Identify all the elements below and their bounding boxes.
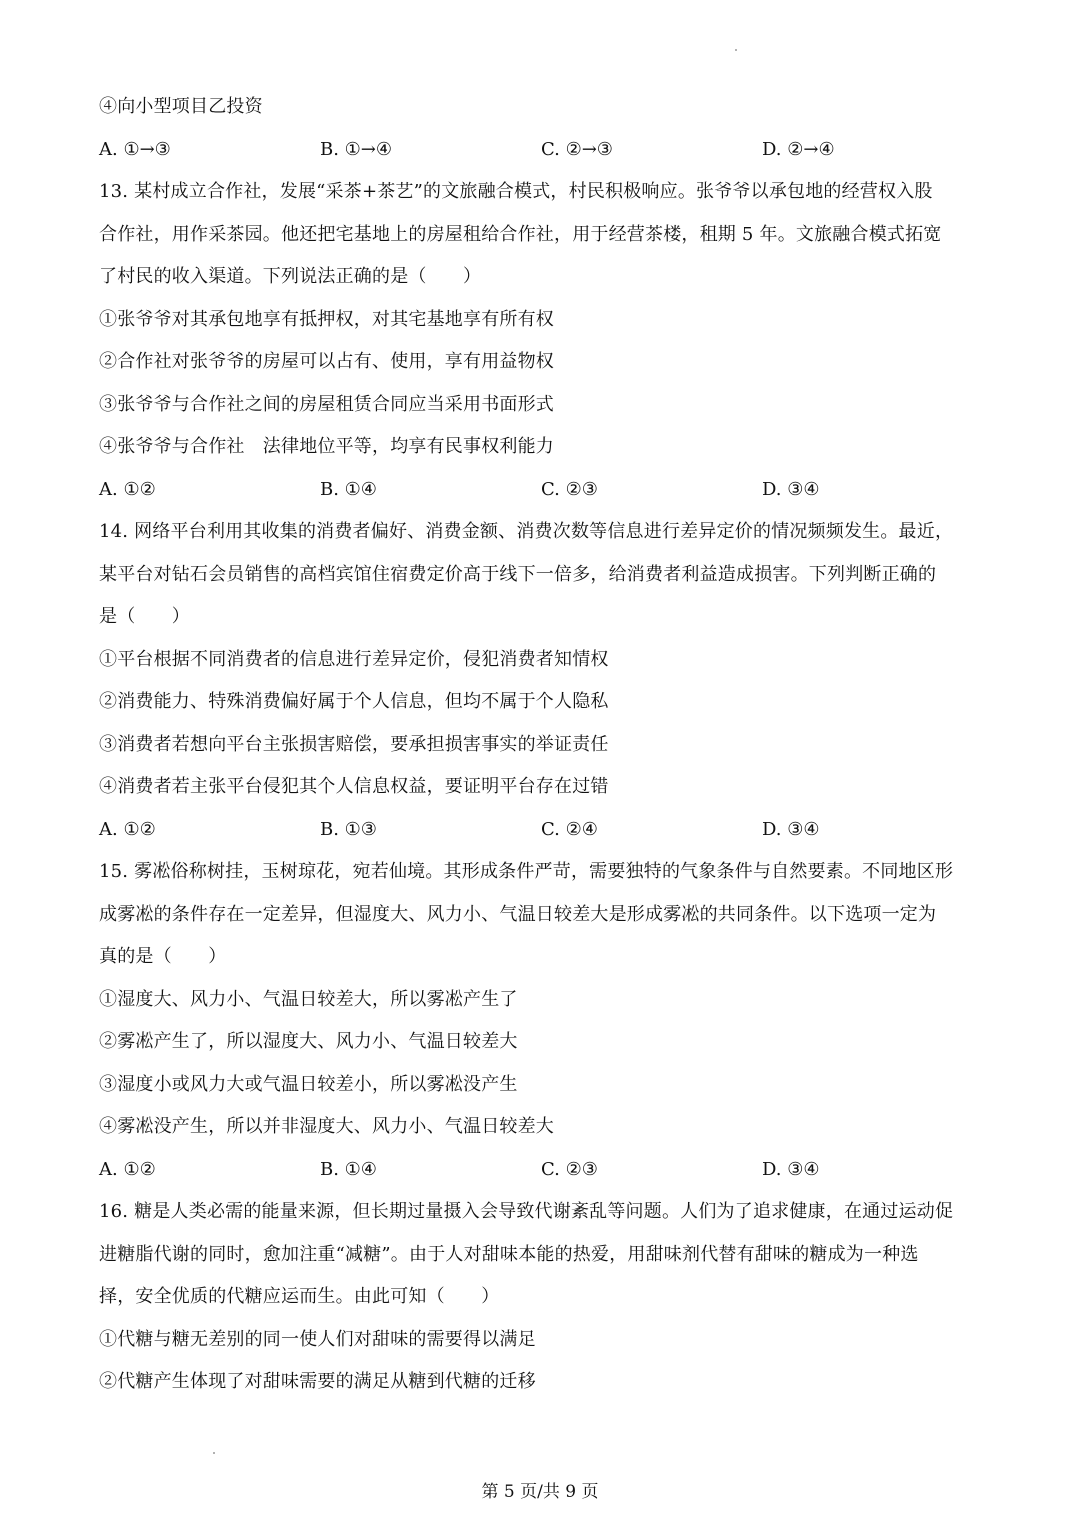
answer-option-a: A. ①② (99, 818, 156, 840)
option-item: ③消费者若想向平台主张损害赔偿，要承担损害事实的举证责任 (99, 733, 609, 755)
answer-option-a: A. ①→③ (99, 138, 171, 160)
question-stem-line: 进糖脂代谢的同时，愈加注重“减糖”。由于人对甜味本能的热爱，用甜味剂代替有甜味的糖成为一种选 (99, 1243, 919, 1265)
question-stem-line: 15. 雾凇俗称树挂，玉树琼花，宛若仙境。其形成条件严苛，需要独特的气象条件与自然要素。不同地区形 (99, 861, 954, 882)
question-stem-line: 是（ ） (99, 606, 190, 627)
option-item: ②消费能力、特殊消费偏好属于个人信息，但均不属于个人隐私 (99, 691, 609, 712)
option-item: ④雾凇没产生，所以并非湿度大、风力小、气温日较差大 (99, 1116, 554, 1137)
question-stem-line: 某平台对钻石会员销售的高档宾馆住宿费定价高于线下一倍多，给消费者利益造成损害。下列判断正确的 (99, 563, 937, 585)
answer-option-a: A. ①② (99, 1158, 156, 1180)
page-number: 第 5 页/共 9 页 (481, 1482, 599, 1502)
answer-option-d: D. ③④ (762, 1158, 820, 1180)
question-stem-line: 14. 网络平台利用其收集的消费者偏好、消费金额、消费次数等信息进行差异定价的情况频频发生。最近， (99, 521, 954, 542)
question-stem-line: 16. 糖是人类必需的能量来源，但长期过量摄入会导致代谢紊乱等问题。人们为了追求健康，在通过运动促 (99, 1201, 954, 1222)
answer-option-b: B. ①④ (320, 1158, 377, 1180)
answer-option-b: B. ①④ (320, 478, 377, 500)
option-item: ①平台根据不同消费者的信息进行差异定价，侵犯消费者知情权 (99, 648, 609, 670)
scan-speck (213, 1452, 215, 1454)
option-item: ④张爷爷与合作社 法律地位平等，均享有民事权利能力 (99, 436, 554, 457)
answer-option-c: C. ②③ (541, 1158, 598, 1180)
option-item: ③湿度小或风力大或气温日较差小，所以雾凇没产生 (99, 1073, 518, 1095)
answer-options (99, 1149, 989, 1192)
answer-options (99, 469, 989, 512)
page-content (99, 86, 989, 1404)
question-16 (99, 1191, 989, 1404)
option-item: ③张爷爷与合作社之间的房屋租赁合同应当采用书面形式 (99, 393, 554, 415)
answer-option-b: B. ①③ (320, 818, 377, 840)
option-item: ①张爷爷对其承包地享有抵押权，对其宅基地享有所有权 (99, 308, 554, 330)
question-stem-line: 了村民的收入渠道。下列说法正确的是（ ） (99, 266, 482, 287)
answer-option-c: C. ②④ (541, 818, 598, 840)
option-item: ①代糖与糖无差别的同一使人们对甜味的需要得以满足 (99, 1328, 536, 1350)
answer-option-d: D. ②→④ (762, 138, 835, 160)
question-stem-line: 择，安全优质的代糖应运而生。由此可知（ ） (99, 1286, 500, 1307)
question-stem-line: 13. 某村成立合作社，发展“采茶+茶艺”的文旅融合模式，村民积极响应。张爷爷以承包地的经营权入股 (99, 181, 933, 202)
answer-option-c: C. ②→③ (541, 138, 613, 160)
question-stem-line: 成雾凇的条件存在一定差异，但湿度大、风力小、气温日较差大是形成雾凇的共同条件。以下选项一定为 (99, 903, 937, 925)
answer-options (99, 129, 989, 172)
question-stem-line: 合作社，用作采茶园。他还把宅基地上的房屋租给合作社，用于经营茶楼，租期 5 年。文旅融合模式拓宽 (99, 223, 942, 245)
answer-option-d: D. ③④ (762, 478, 820, 500)
option-item: ④消费者若主张平台侵犯其个人信息权益，要证明平台存在过错 (99, 776, 609, 797)
option-item: ④向小型项目乙投资 (99, 96, 263, 117)
answer-options (99, 809, 989, 852)
scan-speck (735, 49, 737, 51)
option-item: ②雾凇产生了，所以湿度大、风力小、气温日较差大 (99, 1031, 518, 1052)
question-15 (99, 851, 989, 1191)
answer-option-c: C. ②③ (541, 478, 598, 500)
option-item: ②代糖产生体现了对甜味需要的满足从糖到代糖的迁移 (99, 1371, 536, 1392)
question-14 (99, 511, 989, 851)
question-stem-line: 真的是（ ） (99, 946, 227, 967)
answer-option-b: B. ①→④ (320, 138, 393, 160)
answer-option-d: D. ③④ (762, 818, 820, 840)
answer-option-a: A. ①② (99, 478, 156, 500)
question-13 (99, 171, 989, 511)
option-item: ②合作社对张爷爷的房屋可以占有、使用，享有用益物权 (99, 351, 554, 372)
option-item: ①湿度大、风力小、气温日较差大，所以雾凇产生了 (99, 988, 518, 1010)
